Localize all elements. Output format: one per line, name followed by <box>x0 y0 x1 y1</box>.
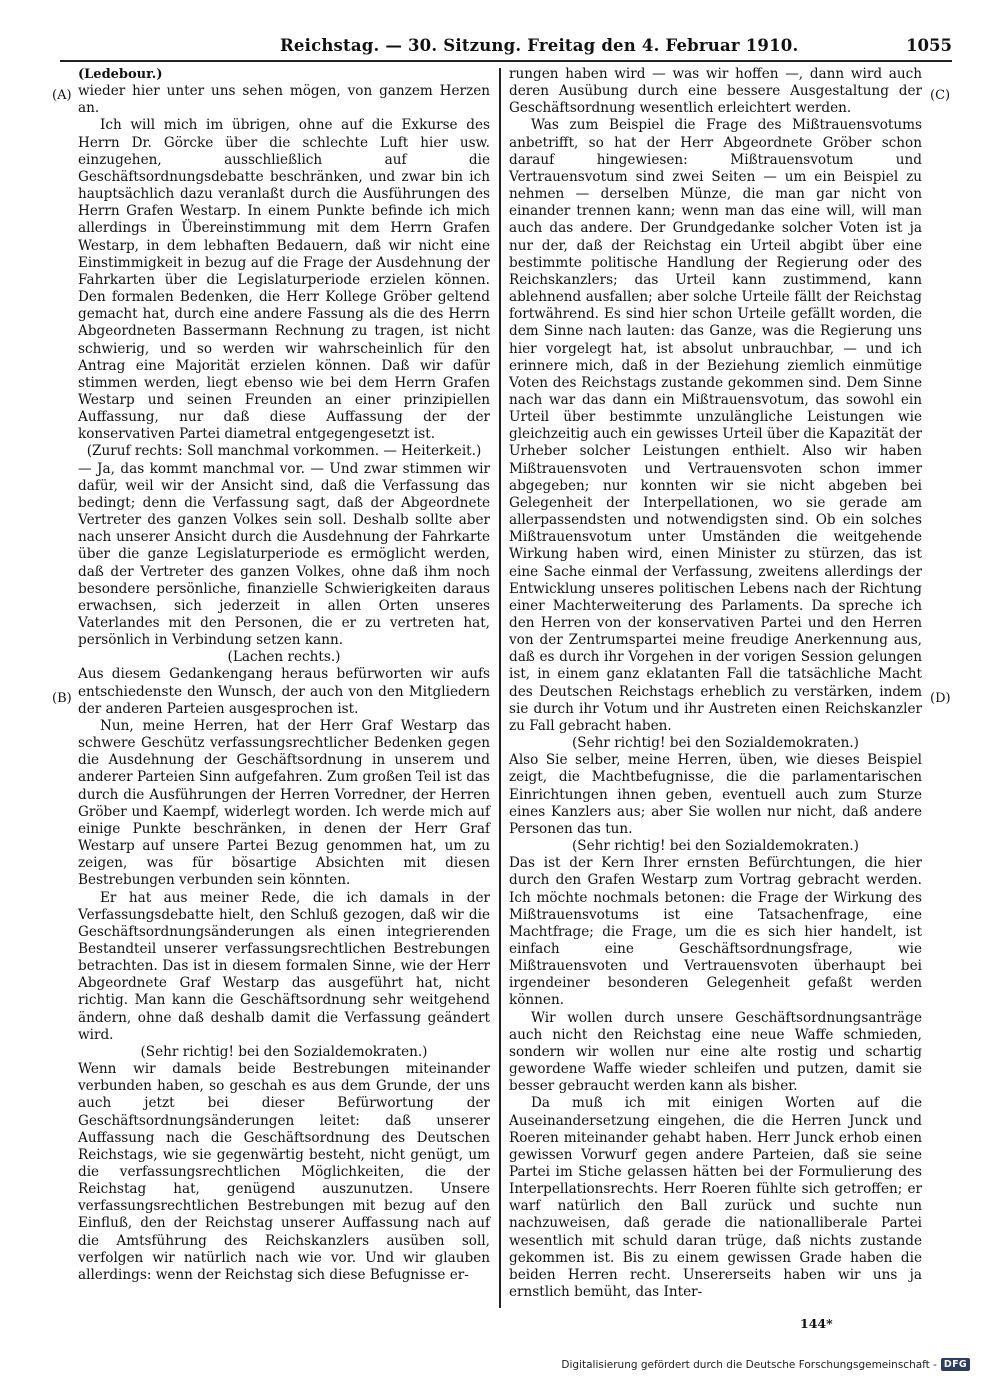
right-column <box>509 66 922 1301</box>
page-number: 1055 <box>906 36 952 55</box>
paragraph: Ich will mich im übrigen, ohne auf die Exkurse des Herrn Dr. Görcke über die schlechte Luft hier usw. einzugehen, ausschließlich auf die Geschäftsordnungsdebatte beschränken, und zwar bin ich hauptsächlich dazu veranlaßt durch die Ausführungen des Herrn Grafen Westarp. In einem Punkte befinde ich mich allerdings in Übereinstimmung mit dem Herrn Grafen Westarp, in dem lebhaften Bedauern, daß wir nicht eine Einstimmigkeit in bezug auf die Frage der Ausdehnung der Fahrkarten über die Legislaturperiode erzielen können. Den formalen Bedenken, die Herr Kollege Gröber geltend gemacht hat, durch eine andere Fassung als die des Herrn Abgeordneten Bassermann Rechnung zu tragen, ist nicht schwierig, und so werden wir wahrscheinlich für den Antrag eine Majorität erzielen können. Daß wir dafür stimmen werden, liegt ebenso wie bei dem Herrn Grafen Westarp und seinen Freunden an einer prinzipiellen Auffassung, nur daß diese Auffassung der der konservativen Partei diametral entgegengesetzt ist. <box>78 117 490 443</box>
margin-marker-d: (D) <box>930 691 951 706</box>
margin-marker-b: (B) <box>52 691 72 706</box>
paragraph: Da muß ich mit einigen Worten auf die Auseinandersetzung eingehen, die die Herren Junck und Roeren miteinander gehabt haben. Herr Junck erhob einen gewissen Vorwurf gegen andere Parteien, daß sie seine Partei im Stiche gelassen hätten bei der Formulierung des Interpellationsrechts. Herr Roeren fühlte sich getroffen; er warf natürlich den Ball zurück und suchte nun nachzuweisen, daß gerade die nationalliberale Partei wesentlich mit schuld daran trüge, daß nichts zustande gekommen ist. Bis zu einem gewissen Grade haben die beiden Herren recht. Unsererseits haben wir uns ja ernstlich bemüht, das Inter- <box>509 1095 922 1301</box>
paragraph: Wenn wir damals beide Bestrebungen miteinander verbunden haben, so geschah es aus dem Grunde, der uns auch jetzt bei dieser Befürwortung der Geschäftsordnungsänderungen leitet: daß unserer Auffassung nach die Geschäftsordnung des Deutschen Reichstags, wie sie gegenwärtig besteht, nicht genügt, um die verfassungsrechtlichen Möglichkeiten, die der Reichstag hat, genügend auszunutzen. Unsere verfassungsrechtlichen Bestrebungen mit bezug auf den Einfluß, den der Reichstag unserer Auffassung nach auf die Amtsführung des Reichskanzlers ausüben soll, verfolgen wir natürlich nach wie vor. Und wir glauben allerdings: wenn der Reichstag sich diese Befugnisse er- <box>78 1061 490 1283</box>
interjection: (Lachen rechts.) <box>227 649 341 666</box>
paragraph: wieder hier unter uns sehen mögen, von ganzem Herzen an. <box>78 83 490 117</box>
interjection: (Sehr richtig! bei den Sozialdemokraten.) <box>572 735 859 752</box>
paragraph: Er hat aus meiner Rede, die ich damals in der Verfassungsdebatte hielt, den Schluß gezogen, daß wir die Geschäftsordnungsänderungen als einen integrierenden Bestandteil unserer verfassungsrechtlichen Bestrebungen betrachten. Das ist in diesem formalen Sinne, wie der Herr Abgeordnete Graf Westarp das ausgeführt hat, nicht richtig. Man kann die Geschäftsordnung sehr weitgehend ändern, ohne daß deshalb damit die Verfassung geändert wird. <box>78 889 490 1043</box>
speaker-name: (Ledebour.) <box>78 67 163 82</box>
column-divider <box>499 68 501 1308</box>
dfg-logo: DFG <box>941 1358 970 1371</box>
paragraph: Was zum Beispiel die Frage des Mißtrauensvotums anbetrifft, so hat der Herr Abgeordnete Gröber schon darauf hingewiesen: Mißtrauensvotum und Vertrauensvotum sind zwei Seiten — um ein Beispiel zu nehmen — derselben Münze, die man gar nicht von einander trennen kann; wenn man das eine will, will man auch das andere. Der Grundgedanke solcher Voten ist ja nur der, daß der Reichstag ein Urteil abgibt über eine bestimmte politische Handlung der Regierung oder des Reichskanzlers; das Urteil kann zustimmend, kann ablehnend ausfallen; aber solche Urteile fällt der Reichstag fortwährend. Es sind hier schon Urteile gefällt worden, die dem Sinne nach lauten: das Ganze, was die Regierung uns hier vorgelegt hat, ist absolut unbrauchbar, — und ich erinnere mich, daß in der Beziehung ziemlich einmütige Voten des Reichstags zustande gekommen sind. Dem Sinne nach war das dann ein Mißtrauensvotum, das sowohl ein Urteil über bestimmte unzulängliche Leistungen wie gleichzeitig auch ein gewisses Urteil über die Kapazität der Urheber solcher Leistungen enthielt. Also wir haben Mißtrauensvoten und Vertrauensvoten schon immer abgegeben; nur konnten wir sie nicht abgeben bei Gelegenheit der Interpellationen, wo sie gerade am allerpassendsten und notwendigsten sind. Ob ein solches Mißtrauensvotum unter Umständen die weitgehende Wirkung haben wird, einen Minister zu stürzen, das ist eine Sache einmal der Verfassung, zweitens allerdings der Entwicklung unseres politischen Lebens nach der Richtung einer Machterweiterung des Parlaments. Da spreche ich den Herren von der konservativen Partei und den Herren von der Zentrumspartei meine freudige Anerkennung aus, daß es durch ihr Vorgehen in der vorigen Session gelungen ist, in einem ganz eklatanten Fall die tatsächliche Macht des Deutschen Reichstags erheblich zu verstärken, indem sie durch ihr Votum und ihr Austreten einen Reichskanzler zu Fall gebracht haben. <box>509 117 922 734</box>
footer-text: Digitalisierung gefördert durch die Deutsche Forschungsgemeinschaft - <box>561 1358 937 1371</box>
paragraph: Aus diesem Gedankengang heraus befürworten wir aufs entschiedenste den Wunsch, der auch von den Mitgliedern der anderen Parteien ausgesprochen ist. <box>78 666 490 717</box>
interjection: (Zuruf rechts: Soll manchmal vorkommen. — Heiterkeit.) <box>86 443 482 460</box>
paragraph: Also Sie selber, meine Herren, üben, wie dieses Beispiel zeigt, die Machtbefugnisse, die die parlamentarischen Einrichtungen ihnen geben, eventuell auch zum Sturze eines Kanzlers aus; aber Sie wollen nur nicht, daß andere Personen das tun. <box>509 752 922 837</box>
digitization-footer <box>561 1358 970 1371</box>
header-title: Reichstag. — 30. Sitzung. Freitag den 4. Februar 1910. <box>280 36 799 55</box>
interjection: (Sehr richtig! bei den Sozialdemokraten.) <box>140 1043 428 1060</box>
sheet-signature: 144* <box>800 1316 833 1331</box>
left-column <box>78 66 490 1284</box>
page-header <box>60 36 952 62</box>
paragraph: — Ja, das kommt manchmal vor. — Und zwar stimmen wir dafür, weil wir der Ansicht sind, daß die Verfassung das bedingt; denn die Verfassung sagt, daß der Abgeordnete Vertreter des ganzen Volkes sein soll. Deshalb sollte aber nach unserer Ansicht durch die Ausdehnung der Fahrkarte über die ganze Legislaturperiode es ermöglicht werden, daß der Vertreter des ganzen Volkes, ohne daß ihm noch besondere persönliche, finanzielle Schwierigkeiten daraus erwachsen, sich jederzeit in allen Orten unseres Vaterlandes mit den Personen, die er zu vertreten hat, persönlich in Verbindung setzen kann. <box>78 460 490 649</box>
margin-marker-a: (A) <box>52 88 72 103</box>
paragraph: Wir wollen durch unsere Geschäftsordnungsanträge auch nicht den Reichstag eine neue Waffe schmieden, sondern wir wollen nur eine alte rostig und schartig gewordene Waffe wieder schleifen und putzen, damit sie besser gebraucht werden kann als bisher. <box>509 1009 922 1095</box>
paragraph: Das ist der Kern Ihrer ernsten Befürchtungen, die hier durch den Grafen Westarp zum Vortrag gebracht werden. Ich möchte nochmals betonen: die Frage der Wirkung des Mißtrauensvotums ist eine Tatsachenfrage, eine Machtfrage; die Frage, um die es sich hier handelt, ist einfach eine Geschäftsordnungsfrage, wie Mißtrauensvoten und Vertrauensvoten überhaupt bei irgendeiner besonderen Gelegenheit gefaßt werden können. <box>509 855 922 1009</box>
interjection: (Sehr richtig! bei den Sozialdemokraten.) <box>572 838 859 855</box>
paragraph: Nun, meine Herren, hat der Herr Graf Westarp das schwere Geschütz verfassungsrechtlicher Bedenken gegen die Ausdehnung der Geschäftsordnung in unserem und anderer Parteien Sinn aufgefahren. Zum großen Teil ist das durch die Ausführungen der Herren Vorredner, der Herren Gröber und Kaempf, widerlegt worden. Ich werde mich auf einige Punkte beschränken, in denen der Herr Graf Westarp auf unsere Partei Bezug genommen hat, um zu zeigen, was für bösartige Absichten mit diesen Bestrebungen verbunden sein könnten. <box>78 717 491 889</box>
paragraph: rungen haben wird — was wir hoffen —, dann wird auch deren Ausübung durch eine bessere Ausgestaltung der Geschäftsordnung wesentlich erleichtert werden. <box>509 66 922 117</box>
margin-marker-c: (C) <box>930 88 951 103</box>
